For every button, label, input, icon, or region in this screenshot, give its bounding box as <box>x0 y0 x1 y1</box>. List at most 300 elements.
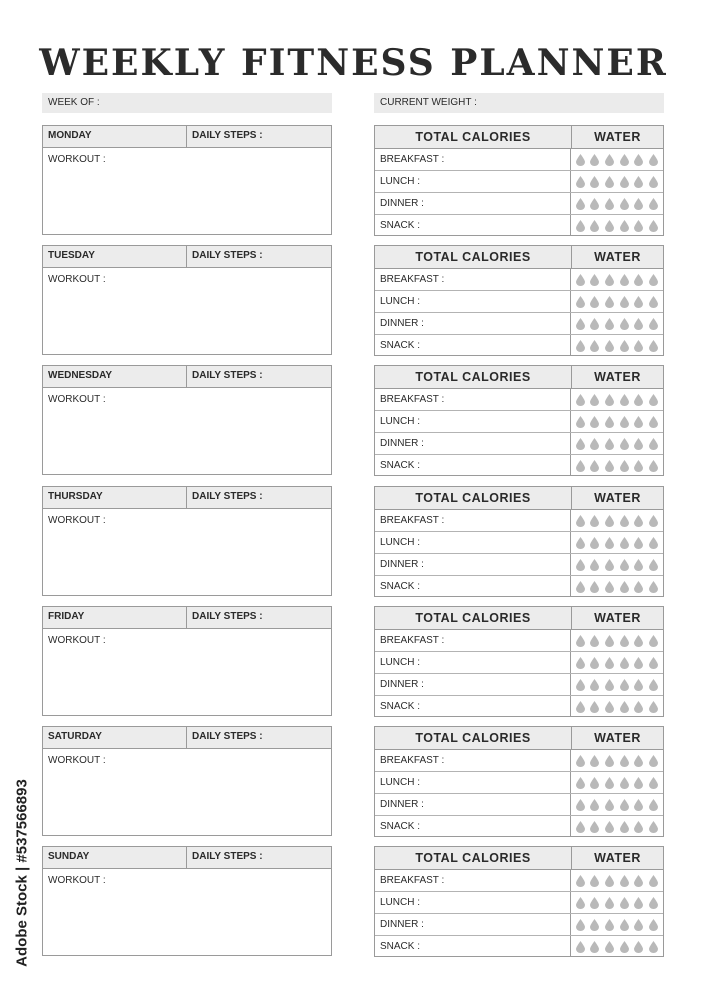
water-drop-icon[interactable] <box>620 635 629 647</box>
meal-field[interactable] <box>375 630 571 651</box>
water-drop-icon[interactable] <box>620 296 629 308</box>
water-drop-icon[interactable] <box>649 657 658 669</box>
water-drop-icon[interactable] <box>620 537 629 549</box>
water-drop-icon[interactable] <box>576 340 585 352</box>
stock-watermark <box>12 760 32 985</box>
meal-header <box>375 366 663 389</box>
water-tracker <box>571 269 663 290</box>
water-drop-icon[interactable] <box>605 919 614 931</box>
meal-field[interactable] <box>375 794 571 815</box>
workout-field[interactable] <box>43 388 331 405</box>
water-drop-icon[interactable] <box>576 919 585 931</box>
total-calories-label: TOTAL CALORIES <box>375 126 572 148</box>
water-drop-icon[interactable] <box>605 460 614 472</box>
water-drop-icon[interactable] <box>649 154 658 166</box>
meal-label: LUNCH : <box>380 897 421 908</box>
water-drop-icon[interactable] <box>649 581 658 593</box>
water-drop-icon[interactable] <box>605 821 614 833</box>
water-drop-icon[interactable] <box>590 176 599 188</box>
water-drop-icon[interactable] <box>576 581 585 593</box>
water-drop-icon[interactable] <box>634 537 643 549</box>
meal-field[interactable] <box>375 772 571 793</box>
week-of-field[interactable] <box>42 93 332 113</box>
daily-steps-field[interactable] <box>187 126 331 147</box>
meal-row <box>375 510 663 532</box>
meal-label: DINNER : <box>380 559 424 570</box>
daily-steps-field[interactable] <box>187 847 331 868</box>
water-drop-icon[interactable] <box>605 296 614 308</box>
water-drop-icon[interactable] <box>576 799 585 811</box>
meal-field[interactable] <box>375 554 571 575</box>
water-drop-icon[interactable] <box>605 438 614 450</box>
water-drop-icon[interactable] <box>634 559 643 571</box>
day-name: WEDNESDAY <box>43 366 187 387</box>
meal-row <box>375 149 663 171</box>
water-drop-icon[interactable] <box>620 821 629 833</box>
water-drop-icon[interactable] <box>649 460 658 472</box>
meal-box-tuesday <box>374 245 664 356</box>
water-drop-icon[interactable] <box>590 460 599 472</box>
water-drop-icon[interactable] <box>620 394 629 406</box>
workout-label: WORKOUT : <box>48 755 106 766</box>
water-drop-icon[interactable] <box>576 438 585 450</box>
meal-field[interactable] <box>375 750 571 771</box>
water-drop-icon[interactable] <box>576 679 585 691</box>
water-drop-icon[interactable] <box>576 537 585 549</box>
water-drop-icon[interactable] <box>649 537 658 549</box>
water-drop-icon[interactable] <box>649 198 658 210</box>
water-tracker <box>571 455 663 476</box>
water-drop-icon[interactable] <box>605 274 614 286</box>
meal-field[interactable] <box>375 335 571 356</box>
water-drop-icon[interactable] <box>649 875 658 887</box>
water-drop-icon[interactable] <box>605 220 614 232</box>
meal-row <box>375 215 663 236</box>
water-drop-icon[interactable] <box>634 296 643 308</box>
meal-box-monday <box>374 125 664 236</box>
meal-field[interactable] <box>375 816 571 837</box>
meal-field[interactable] <box>375 411 571 432</box>
water-drop-icon[interactable] <box>620 154 629 166</box>
water-drop-icon[interactable] <box>649 438 658 450</box>
water-drop-icon[interactable] <box>590 679 599 691</box>
water-drop-icon[interactable] <box>620 777 629 789</box>
meal-box-saturday <box>374 726 664 837</box>
water-drop-icon[interactable] <box>576 176 585 188</box>
water-drop-icon[interactable] <box>605 799 614 811</box>
meal-field[interactable] <box>375 892 571 913</box>
meal-field[interactable] <box>375 291 571 312</box>
water-drop-icon[interactable] <box>576 701 585 713</box>
meal-label: BREAKFAST : <box>380 274 445 285</box>
water-drop-icon[interactable] <box>590 296 599 308</box>
water-drop-icon[interactable] <box>576 515 585 527</box>
water-drop-icon[interactable] <box>634 897 643 909</box>
water-tracker <box>571 510 663 531</box>
water-drop-icon[interactable] <box>590 220 599 232</box>
water-drop-icon[interactable] <box>605 154 614 166</box>
water-drop-icon[interactable] <box>590 318 599 330</box>
water-tracker <box>571 652 663 673</box>
water-drop-icon[interactable] <box>605 581 614 593</box>
water-drop-icon[interactable] <box>634 875 643 887</box>
water-drop-icon[interactable] <box>634 777 643 789</box>
meal-box-thursday <box>374 486 664 597</box>
daily-steps-label: DAILY STEPS : <box>192 611 263 622</box>
water-drop-icon[interactable] <box>649 274 658 286</box>
total-calories-label: TOTAL CALORIES <box>375 487 572 509</box>
water-drop-icon[interactable] <box>605 701 614 713</box>
total-calories-label: TOTAL CALORIES <box>375 727 572 749</box>
water-drop-icon[interactable] <box>634 821 643 833</box>
water-label: WATER <box>594 611 641 625</box>
meal-label: BREAKFAST : <box>380 515 445 526</box>
water-drop-icon[interactable] <box>649 296 658 308</box>
water-drop-icon[interactable] <box>634 220 643 232</box>
water-drop-icon[interactable] <box>605 657 614 669</box>
meal-row <box>375 389 663 411</box>
meal-row <box>375 816 663 837</box>
water-drop-icon[interactable] <box>620 897 629 909</box>
water-drop-icon[interactable] <box>605 318 614 330</box>
water-drop-icon[interactable] <box>649 679 658 691</box>
water-drop-icon[interactable] <box>590 340 599 352</box>
water-drop-icon[interactable] <box>634 318 643 330</box>
meal-label: DINNER : <box>380 919 424 930</box>
water-drop-icon[interactable] <box>590 755 599 767</box>
water-drop-icon[interactable] <box>649 701 658 713</box>
meal-row <box>375 936 663 957</box>
water-drop-icon[interactable] <box>620 515 629 527</box>
water-drop-icon[interactable] <box>576 274 585 286</box>
water-drop-icon[interactable] <box>605 777 614 789</box>
water-drop-icon[interactable] <box>620 559 629 571</box>
water-drop-icon[interactable] <box>620 581 629 593</box>
day-name: THURSDAY <box>43 487 187 508</box>
water-drop-icon[interactable] <box>605 537 614 549</box>
water-drop-icon[interactable] <box>605 394 614 406</box>
water-drop-icon[interactable] <box>620 460 629 472</box>
water-tracker <box>571 389 663 410</box>
daily-steps-field[interactable] <box>187 366 331 387</box>
current-weight-field[interactable] <box>374 93 664 113</box>
meal-box-wednesday <box>374 365 664 476</box>
water-drop-icon[interactable] <box>576 941 585 953</box>
water-drop-icon[interactable] <box>590 394 599 406</box>
water-drop-icon[interactable] <box>620 875 629 887</box>
water-drop-icon[interactable] <box>576 460 585 472</box>
water-drop-icon[interactable] <box>620 198 629 210</box>
water-tracker <box>571 794 663 815</box>
meal-row <box>375 313 663 335</box>
day-box-sunday <box>42 846 332 956</box>
water-drop-icon[interactable] <box>620 679 629 691</box>
meal-row <box>375 532 663 554</box>
water-drop-icon[interactable] <box>634 176 643 188</box>
water-drop-icon[interactable] <box>620 220 629 232</box>
water-drop-icon[interactable] <box>649 176 658 188</box>
water-drop-icon[interactable] <box>634 460 643 472</box>
water-drop-icon[interactable] <box>605 875 614 887</box>
daily-steps-label: DAILY STEPS : <box>192 491 263 502</box>
meal-field[interactable] <box>375 510 571 531</box>
meal-label: LUNCH : <box>380 657 421 668</box>
water-drop-icon[interactable] <box>649 821 658 833</box>
water-drop-icon[interactable] <box>634 941 643 953</box>
water-drop-icon[interactable] <box>634 919 643 931</box>
water-drop-icon[interactable] <box>576 394 585 406</box>
water-drop-icon[interactable] <box>649 941 658 953</box>
water-drop-icon[interactable] <box>576 318 585 330</box>
meal-box-sunday <box>374 846 664 957</box>
water-drop-icon[interactable] <box>649 559 658 571</box>
meal-field[interactable] <box>375 532 571 553</box>
water-drop-icon[interactable] <box>605 559 614 571</box>
meal-header <box>375 487 663 510</box>
meal-row <box>375 914 663 936</box>
water-drop-icon[interactable] <box>649 919 658 931</box>
meal-row <box>375 554 663 576</box>
day-header <box>43 366 331 388</box>
water-drop-icon[interactable] <box>620 701 629 713</box>
day-header <box>43 246 331 268</box>
day-box-monday <box>42 125 332 235</box>
water-drop-icon[interactable] <box>590 274 599 286</box>
meal-field[interactable] <box>375 215 571 236</box>
water-drop-icon[interactable] <box>620 318 629 330</box>
water-drop-icon[interactable] <box>576 897 585 909</box>
daily-steps-field[interactable] <box>187 727 331 748</box>
water-drop-icon[interactable] <box>649 897 658 909</box>
day-header <box>43 487 331 509</box>
water-tracker <box>571 772 663 793</box>
water-tracker <box>571 215 663 236</box>
meal-row <box>375 411 663 433</box>
meal-field[interactable] <box>375 269 571 290</box>
meal-field[interactable] <box>375 455 571 476</box>
water-drop-icon[interactable] <box>634 755 643 767</box>
water-drop-icon[interactable] <box>590 657 599 669</box>
day-header <box>43 847 331 869</box>
water-drop-icon[interactable] <box>620 799 629 811</box>
water-drop-icon[interactable] <box>590 416 599 428</box>
day-header <box>43 727 331 749</box>
water-drop-icon[interactable] <box>590 799 599 811</box>
water-drop-icon[interactable] <box>649 394 658 406</box>
water-drop-icon[interactable] <box>590 875 599 887</box>
meal-label: SNACK : <box>380 941 421 952</box>
workout-label: WORKOUT : <box>48 635 106 646</box>
water-drop-icon[interactable] <box>590 701 599 713</box>
water-drop-icon[interactable] <box>649 755 658 767</box>
water-drop-icon[interactable] <box>590 635 599 647</box>
meal-field[interactable] <box>375 870 571 891</box>
meal-field[interactable] <box>375 652 571 673</box>
water-drop-icon[interactable] <box>620 176 629 188</box>
water-drop-icon[interactable] <box>605 515 614 527</box>
meal-row <box>375 892 663 914</box>
meal-label: SNACK : <box>380 581 421 592</box>
workout-field[interactable] <box>43 268 331 285</box>
water-tracker <box>571 313 663 334</box>
water-tracker <box>571 914 663 935</box>
water-tracker <box>571 532 663 553</box>
meal-header <box>375 847 663 870</box>
water-drop-icon[interactable] <box>590 919 599 931</box>
water-drop-icon[interactable] <box>605 941 614 953</box>
water-drop-icon[interactable] <box>620 919 629 931</box>
water-drop-icon[interactable] <box>634 198 643 210</box>
day-header <box>43 607 331 629</box>
water-drop-icon[interactable] <box>634 154 643 166</box>
meal-label: SNACK : <box>380 460 421 471</box>
water-drop-icon[interactable] <box>605 176 614 188</box>
workout-field[interactable] <box>43 509 331 526</box>
meal-label: SNACK : <box>380 220 421 231</box>
daily-steps-field[interactable] <box>187 607 331 628</box>
meal-field[interactable] <box>375 936 571 957</box>
water-drop-icon[interactable] <box>590 537 599 549</box>
water-drop-icon[interactable] <box>605 755 614 767</box>
water-drop-icon[interactable] <box>620 416 629 428</box>
water-drop-icon[interactable] <box>576 875 585 887</box>
water-drop-icon[interactable] <box>649 777 658 789</box>
workout-field[interactable] <box>43 148 331 165</box>
water-drop-icon[interactable] <box>590 438 599 450</box>
meal-field[interactable] <box>375 674 571 695</box>
meal-row <box>375 652 663 674</box>
water-label: WATER <box>594 491 641 505</box>
workout-label: WORKOUT : <box>48 394 106 405</box>
water-drop-icon[interactable] <box>634 340 643 352</box>
meal-field[interactable] <box>375 171 571 192</box>
meal-row <box>375 772 663 794</box>
workout-field[interactable] <box>43 869 331 886</box>
meal-field[interactable] <box>375 914 571 935</box>
day-box-tuesday <box>42 245 332 355</box>
meal-row <box>375 193 663 215</box>
water-drop-icon[interactable] <box>576 821 585 833</box>
water-drop-icon[interactable] <box>576 154 585 166</box>
water-drop-icon[interactable] <box>590 515 599 527</box>
water-drop-icon[interactable] <box>634 701 643 713</box>
water-drop-icon[interactable] <box>649 635 658 647</box>
water-drop-icon[interactable] <box>576 755 585 767</box>
water-drop-icon[interactable] <box>590 198 599 210</box>
water-drop-icon[interactable] <box>634 274 643 286</box>
meal-header <box>375 246 663 269</box>
current-weight-label: CURRENT WEIGHT : <box>380 97 477 108</box>
water-drop-icon[interactable] <box>576 657 585 669</box>
daily-steps-label: DAILY STEPS : <box>192 851 263 862</box>
water-drop-icon[interactable] <box>576 296 585 308</box>
daily-steps-field[interactable] <box>187 246 331 267</box>
water-drop-icon[interactable] <box>649 318 658 330</box>
water-drop-icon[interactable] <box>649 515 658 527</box>
meal-field[interactable] <box>375 193 571 214</box>
daily-steps-label: DAILY STEPS : <box>192 731 263 742</box>
water-drop-icon[interactable] <box>620 340 629 352</box>
water-drop-icon[interactable] <box>590 941 599 953</box>
water-drop-icon[interactable] <box>634 416 643 428</box>
water-drop-icon[interactable] <box>590 897 599 909</box>
water-drop-icon[interactable] <box>620 755 629 767</box>
water-drop-icon[interactable] <box>590 777 599 789</box>
meal-field[interactable] <box>375 389 571 410</box>
water-drop-icon[interactable] <box>634 581 643 593</box>
meal-field[interactable] <box>375 433 571 454</box>
water-drop-icon[interactable] <box>590 581 599 593</box>
meal-field[interactable] <box>375 696 571 717</box>
water-drop-icon[interactable] <box>649 220 658 232</box>
total-calories-label: TOTAL CALORIES <box>375 366 572 388</box>
water-label: WATER <box>594 731 641 745</box>
water-drop-icon[interactable] <box>605 897 614 909</box>
workout-field[interactable] <box>43 749 331 766</box>
meal-label: LUNCH : <box>380 296 421 307</box>
water-label: WATER <box>594 370 641 384</box>
meal-box-friday <box>374 606 664 717</box>
meal-field[interactable] <box>375 149 571 170</box>
water-drop-icon[interactable] <box>576 220 585 232</box>
water-tracker <box>571 576 663 597</box>
water-drop-icon[interactable] <box>576 416 585 428</box>
water-drop-icon[interactable] <box>649 340 658 352</box>
water-drop-icon[interactable] <box>634 394 643 406</box>
water-drop-icon[interactable] <box>590 559 599 571</box>
water-drop-icon[interactable] <box>620 657 629 669</box>
meal-label: SNACK : <box>380 701 421 712</box>
day-header <box>43 126 331 148</box>
meal-row <box>375 630 663 652</box>
water-drop-icon[interactable] <box>649 799 658 811</box>
water-drop-icon[interactable] <box>634 438 643 450</box>
water-drop-icon[interactable] <box>576 198 585 210</box>
water-drop-icon[interactable] <box>634 635 643 647</box>
daily-steps-label: DAILY STEPS : <box>192 250 263 261</box>
meal-row <box>375 750 663 772</box>
page-title: WEEKLY FITNESS PLANNER <box>39 42 668 84</box>
water-drop-icon[interactable] <box>576 777 585 789</box>
workout-field[interactable] <box>43 629 331 646</box>
water-drop-icon[interactable] <box>576 559 585 571</box>
water-drop-icon[interactable] <box>590 821 599 833</box>
water-drop-icon[interactable] <box>634 515 643 527</box>
meal-label: BREAKFAST : <box>380 875 445 886</box>
water-drop-icon[interactable] <box>634 657 643 669</box>
day-box-thursday <box>42 486 332 596</box>
water-drop-icon[interactable] <box>620 941 629 953</box>
day-name: FRIDAY <box>43 607 187 628</box>
water-drop-icon[interactable] <box>634 799 643 811</box>
water-tracker <box>571 554 663 575</box>
water-drop-icon[interactable] <box>605 416 614 428</box>
water-tracker <box>571 630 663 651</box>
water-drop-icon[interactable] <box>620 274 629 286</box>
water-drop-icon[interactable] <box>605 635 614 647</box>
water-drop-icon[interactable] <box>634 679 643 691</box>
water-drop-icon[interactable] <box>576 635 585 647</box>
water-drop-icon[interactable] <box>605 340 614 352</box>
daily-steps-field[interactable] <box>187 487 331 508</box>
water-drop-icon[interactable] <box>649 416 658 428</box>
water-drop-icon[interactable] <box>605 198 614 210</box>
water-drop-icon[interactable] <box>605 679 614 691</box>
water-drop-icon[interactable] <box>620 438 629 450</box>
meal-field[interactable] <box>375 313 571 334</box>
meal-field[interactable] <box>375 576 571 597</box>
water-drop-icon[interactable] <box>590 154 599 166</box>
